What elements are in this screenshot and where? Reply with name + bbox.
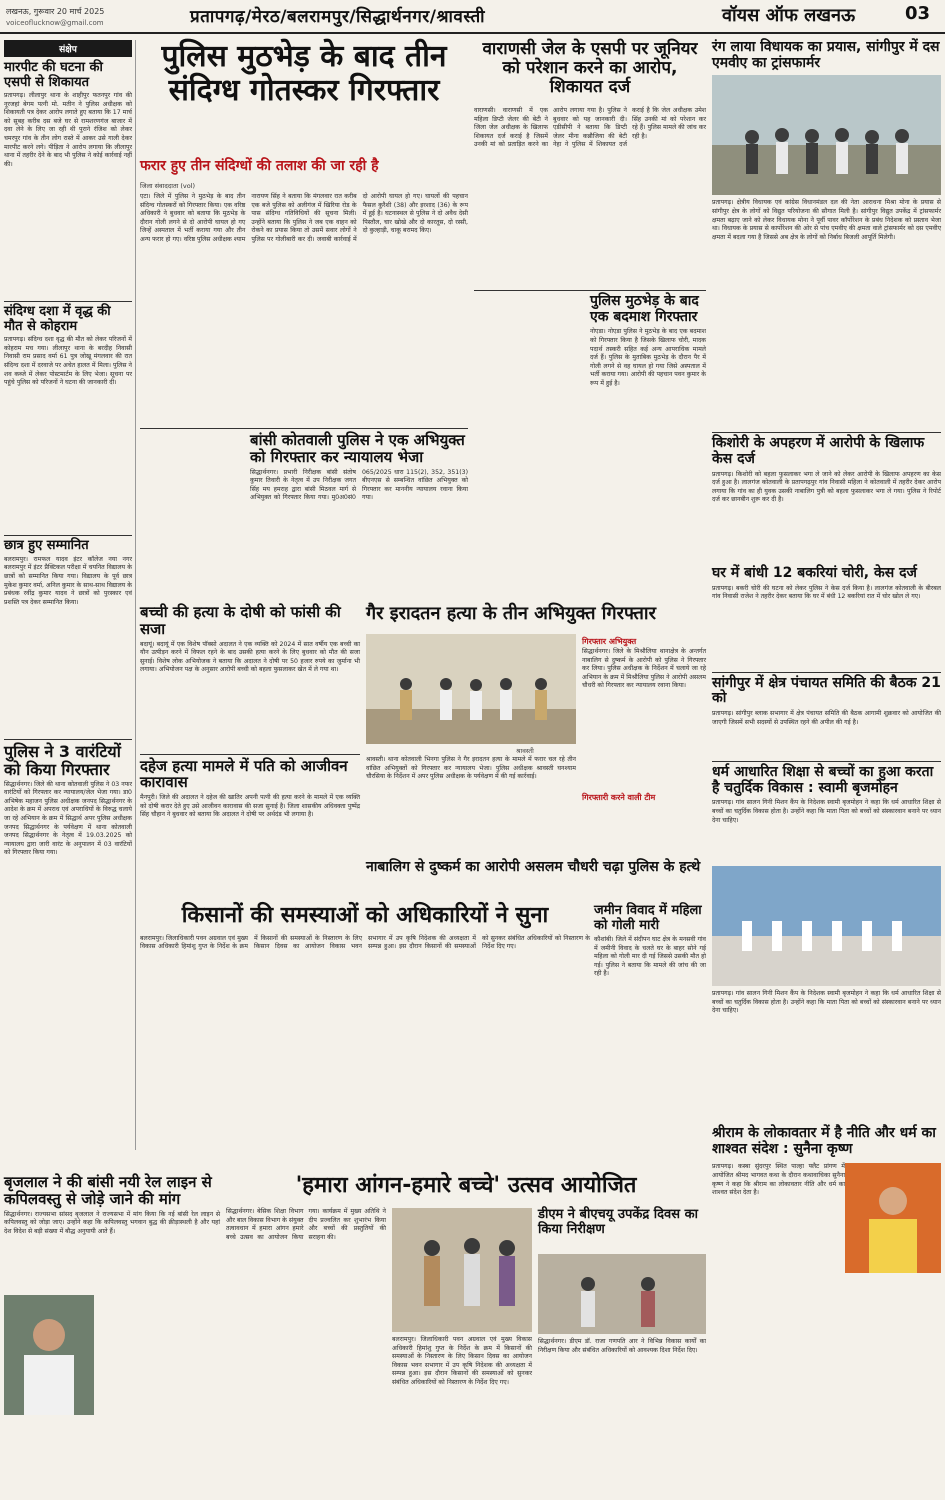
left-briefs-column (4, 40, 132, 1150)
vidhayak-body: प्रतापगढ़। क्षेत्रीय विधायक एवं कांग्रेस विधानमंडल दल की नेता आराधना मिश्रा मोना के प्रयास से सांगीपुर क्षेत्र के लोगों को विद्युत परियोजना की सौगात मिली है। सांगीपुर विद्युत उपकेंद्र में ट्रांसफार्मर क्षमता बढ़ाए जाने को लेकर विधायक मोना ने पूर्वी पावर कॉर्पोरेशन के प्रबंध निदेशक को प्रस्ताव भेजा था। विधायक के प्रयास से कार्पोरेशन की ओर से पांच एमवीए की क्षमता वाले ट्रांसफार्मर को दस एमवीए क्षमता में बदला गया है जिससे अब क्षेत्र के लोगों को निर्बाध बिजली आपूर्ति मिलेगी। (712, 199, 943, 241)
varanasi-headline: वाराणसी जेल के एसपी पर जूनियर को परेशान करने का आरोप, शिकायत दर्ज (482, 39, 698, 98)
bansi-body: सिद्धार्थनगर। प्रभारी निरीक्षक बांसी संतोष कुमार तिवारी के नेतृत्व में उप निरीक्षक जगत सिंह मय हमराह द्वारा बांसी मिठवल मार्ग से अभियुक्त को गिरफ्तार किया गया। मु0अ0सं0 065/2025 धारा 115(2), 352, 351(3) बीएनएस से सम्बन्धित वांछित अभियुक्त को गिरफ्तार कर माननीय न्यायालय रवाना किया गया। (250, 468, 470, 502)
divider (4, 535, 132, 536)
masthead (0, 0, 945, 34)
lead-body: एटा। जिले में पुलिस ने मुठभेड़ के बाद तीन संदिग्ध गोतस्करों को गिरफ्तार किया। एक वरिष्ठ अधिकारी ने बुधवार को बताया कि मुठभेड़ के दौरान गोली लगने से दो आरोपी घायल हो गए जिन्हें अस्पताल में भर्ती कराया गया और तीन अन्य फरार हो गए। वरिष्ठ पुलिस अधीक्षक श्याम नारायण सिंह ने बताया कि मंगलवार रात करीब एक बजे पुलिस को अलीगंज में खिरिया रोड के पास संदिग्ध गतिविधियों की सूचना मिली। उन्होंने बताया कि पुलिस ने जब एक वाहन को रोकने का प्रयास किया तो उसमें सवार लोगों ने पुलिस पर गोलीबारी कर दी। जवाबी कार्रवाई में दो आरोपी घायल हो गए। घायलों की पहचान फैसल कुरैशी (38) और इरशाद (36) के रूप में हुई है। घटनास्थल से पुलिस ने दो अवैध देसी पिस्तौल, चार खोखे और दो कारतूस, दो रस्सी, दो कुल्हाड़ी, चाकू बरामद किए। (140, 193, 470, 243)
gair-arrested-label: गिरफ्तार अभियुक्त (582, 637, 637, 646)
aangan-story (226, 1174, 706, 1496)
brijlal-headline: बृजलाल ने की बांसी नयी रेल लाइन से कपिलवस्तु से जोड़े जाने की मांग (4, 1173, 212, 1208)
speaker-portrait-image (4, 1295, 94, 1415)
zameen-body: कौशांबी। जिले में संदीपन घाट क्षेत्र के मनसवी गांव में जमीनी विवाद के चलते घर के बाहर सोने गई महिला को गोली मार दी गई जिससे उसकी मौत हो गई। पुलिस ने बताया कि मामले की जांच की जा रही है। (594, 936, 708, 978)
vidhayak-story (712, 40, 941, 560)
column-rule (135, 40, 136, 1150)
school-event-image (712, 866, 941, 986)
inspection-image (538, 1254, 706, 1334)
gair-body-right: सिद्धार्थनगर। जिले के मिश्रौलिया थानाक्षेत्र के अन्तर्गत नाबालिग से दुष्कर्म के आरोपी को पुलिस ने गिरफ्तार कर लिया। पुलिस अधीक्षक के निर्देशन में चलाये जा रहे अभियान के क्रम में मिश्रौलिया पुलिस ने आरोपी असलम चौधरी को गिरफ्तार कर न्यायालय रवाना किया। (582, 648, 708, 690)
panchayat-headline: सांगीपुर में क्षेत्र पंचायत समिति की बैठक 21 को (712, 674, 941, 707)
bachchi-body: बदायूं। बदायूं में एक विशेष पॉक्सो अदालत ने एक व्यक्ति को 2024 में सात वर्षीय एक बच्ची का यौन उत्पीड़न करने में विफल रहने के बाद उसकी हत्या करने के लिए बुधवार को मौत की सजा सुनाई। विशेष लोक अभियोजक ने बताया कि अदालत ने दोषी पर 50 हजार रुपये का जुर्माना भी लगाया। अभियोजन पक्ष के अनुसार आरोपी बच्ची को बहला फुसलाकर खेत में ले गया था। (140, 640, 362, 674)
theft-body: प्रतापगढ़। बकरी चोरी की घटना को लेकर पुलिस ने केस दर्ज किया है। लालगंज कोतवाली के बीरबल गांव निवासी राजेश ने तहरीर देकर बताया कि घर में बंधी 12 बकरियां रात में चोर खोल ले गए। (712, 584, 943, 601)
group-photo-image (712, 75, 941, 195)
gair-photo-caption: श्रावस्ती (516, 747, 534, 755)
gair-photo (366, 634, 576, 744)
divider (712, 672, 941, 673)
dahej-headline: दहेज हत्या मामले में पति को आजीवन कारावास (140, 756, 348, 792)
shriram-body: प्रतापगढ़। कस्बा सुंदरपुर स्थित पाल्हा फ्लैट प्रांगण में आयोजित श्रीमद भागवत कथा के दौरान कथावाचिका सुनैना कृष्ण ने कहा कि श्रीराम का लोकावतार नीति और धर्म का शाश्वत संदेश देता है। (712, 1163, 845, 1197)
brief-3-body: बलरामपुर। रामफल यादव इंटर कॉलेज नया नगर बलरामपुर में इंटर प्रैक्टिकल परीक्षा में चयनित विद्यालय के छात्रों को सम्मानित किया गया। विद्यालय के पूर्व छात्र मुकेश कुमार वर्मा, अनिल कुमार के साथ-साथ विद्यालय के प्रबंधक रवींद्र कुमार यादव ने छात्रों को पुरस्कार एवं प्रशस्ति पत्र देकर सम्मानित किया। (4, 555, 134, 606)
kathavachika-image (845, 1163, 941, 1273)
kishori-body: प्रतापगढ़। किशोरी को बहला फुसलाकर भगा ले जाने को लेकर आरोपी के खिलाफ अपहरण का केस दर्ज हुआ है। लालगंज कोतवाली के प्रतापगढ़पुर गांव निवासी महिला ने कोतवाली में तहरीर देकर आरोप लगाया कि गांव का ही युवक उसकी नाबालिग पुत्री को बहला फुसलाकर भगा ले गया। पुलिस ने रिपोर्ट दर्ज कर छानबीन शुरू कर दी है। (712, 470, 943, 504)
naabaalig-headline: नाबालिग से दुष्कर्म का आरोपी असलम चौधरी चढ़ा पुलिस के हत्थे (366, 859, 701, 875)
kishori-headline: किशोरी के अपहरण में आरोपी के खिलाफ केस दर्ज (712, 435, 925, 468)
vidhayak-headline: रंग लाया विधायक का प्रयास, सांगीपुर में दस एमवीए का ट्रांसफार्मर (712, 39, 940, 71)
brief-2-headline: संदिग्ध दशा में वृद्ध की मौत से कोहराम (4, 304, 111, 334)
mutbhed2-body: नोएडा। नोएडा पुलिस ने मुठभेड़ के बाद एक बदमाश को गिरफ्तार किया है जिसके खिलाफ चोरी, मादक पदार्थ तस्करी सहित कई अन्य आपराधिक मामले दर्ज हैं। पुलिस के मुताबिक मुठभेड़ के दौरान पैर में गोली लगने से वह घायल हो गया जिसे अस्पताल में भर्ती कराया गया। आरोपी की पहचान पवन कुमार के रूप में हुई है। (590, 328, 708, 387)
lead-byline: जिला संवाददाता (vol) (140, 182, 196, 190)
lead-subheadline: फरार हुए तीन संदिग्धों की तलाश की जा रही है (140, 158, 379, 174)
dm-body: सिद्धार्थनगर। डीएम डॉ. राजा गणपति आर ने विभिन्न विकास कार्यों का निरीक्षण किया और संबंधित अधिकारियों को आवश्यक दिशा निर्देश दिए। (538, 1338, 708, 1354)
newspaper-brand: वॉयस ऑफ लखनऊ (722, 5, 856, 26)
gair-story (366, 604, 706, 856)
lead-headline: पुलिस मुठभेड़ के बाद तीन संदिग्ध गोतस्कर गिरफ्तार (161, 39, 447, 108)
gair-team-label: गिरफ्तारी करने वाली टीम (582, 793, 656, 802)
brijlal-story (4, 1174, 220, 1496)
kisan-body: बलरामपुर। जिलाधिकारी पवन अग्रवाल एवं मुख्य विकास अधिकारी हिमांशु गुप्त के निर्देश के क्रम में किसानों की समस्याओं के निस्तारण के लिए किसान दिवस का आयोजन विकास भवन सभागार में उप कृषि निदेशक की अध्यक्षता में सम्पन्न हुआ। इस दौरान किसानों की समस्याओं को सुनकर संबंधित अधिकारियों को निस्तारण के निर्देश दिए गए। (140, 934, 592, 951)
shriram-photo (845, 1163, 941, 1273)
panchayat-body: प्रतापगढ़। सांगीपुर ब्लाक सभागार में क्षेत्र पंचायत समिति की बैठक आगामी शुक्रवार को आयोजित की जाएगी जिसमें सभी सदस्यों से उपस्थित रहने की अपील की गई है। (712, 710, 943, 726)
aangan-headline: 'हमारा आंगन-हमारे बच्चे' उत्सव आयोजित (295, 1173, 637, 1198)
divider (140, 428, 468, 429)
mutbhed2-headline: पुलिस मुठभेड़ के बाद एक बदमाश गिरफ्तार (590, 293, 699, 325)
shriram-story (712, 1126, 941, 1496)
shriram-headline: श्रीराम के लोकावतार में है नीति और धर्म का शाश्वत संदेश : सुनैना कृष्ण (712, 1125, 936, 1157)
aangan-photo (392, 1208, 532, 1332)
vidhayak-photo (712, 75, 941, 195)
divider (712, 432, 941, 433)
briefs-label: संक्षेप (4, 40, 132, 57)
dharm-headline: धर्म आधारित शिक्षा से बच्चों का हुआ करता है चतुर्दिक विकास : स्वामी बृजमोहन (712, 764, 934, 796)
lamp-lighting-image (392, 1208, 532, 1332)
page-number: 03 (905, 3, 931, 24)
bansi-headline: बांसी कोतवाली पुलिस ने एक अभियुक्त को गिरफ्तार कर न्यायालय भेजा (250, 431, 465, 466)
varanasi-story (474, 40, 706, 600)
gair-body: श्रावस्ती। थाना कोतवाली भिनगा पुलिस ने गैर इरादतन हत्या के मामले में फरार चल रहे तीन वांछित अभियुक्तों को गिरफ्तार कर न्यायालय भेजा। पुलिस अधीक्षक श्रावस्ती घनश्याम चौरसिया के निर्देशन में अपर पुलिस अधीक्षक के पर्यवेक्षण में की गई कार्रवाई। (366, 756, 578, 781)
brijlal-body: सिद्धार्थनगर। राज्यसभा सांसद बृजलाल ने राज्यसभा में मांग किया कि नई बांसी रेल लाइन से कपिलवस्तु को जोड़ा जाए। उन्होंने कहा कि कपिलवस्तु भगवान बुद्ध की क्रीड़ास्थली है और यहां देश विदेश से बड़ी संख्या में बौद्ध अनुयायी आते हैं। (4, 1210, 222, 1235)
issue-date: लखनऊ, गुरूवार 20 मार्च 2025 (6, 7, 105, 16)
brief-1-headline: मारपीट की घटना की एसपी से शिकायत (4, 60, 103, 90)
school-event-photo (712, 866, 941, 986)
aangan-body-continued: बलरामपुर। जिलाधिकारी पवन अग्रवाल एवं मुख्य विकास अधिकारी हिमांशु गुप्त के निर्देश के क्रम में किसानों की समस्याओं के निस्तारण के लिए किसान दिवस का आयोजन विकास भवन सभागार में उप कृषि निदेशक की अध्यक्षता में सम्पन्न हुआ। इस दौरान किसानों की समस्याओं को सुनकर संबंधित अधिकारियों को निस्तारण के निर्देश दिए गए। (392, 1336, 534, 1386)
dm-photo (538, 1254, 706, 1334)
kisan-story (140, 904, 590, 1168)
police-arrest-image (366, 634, 576, 744)
brief-2-body: प्रतापगढ़। संदिग्ध दशा वृद्ध की मौत को लेकर परिजनों में कोहराम मच गया। लीलापुर थाना के बरदीह निवासी निवासी राम प्रसाद वर्मा 61 पुत्र जोखू मंगलवार की रात संदिग्ध दशा में दरवाजे पर अचेत हालत में मिला। पुलिस ने शव कब्जे में लेकर पोस्टमार्टम के लिए भेजा। सूचना पर पहुंचे पुलिस को परिजनों ने घटना की जानकारी दी। (4, 336, 134, 387)
divider (4, 739, 132, 740)
divider (474, 290, 706, 291)
brief-4-body: सिद्धार्थनगर। जिले की थाना कोतवाली पुलिस ने 03 नफर वारंटियों को गिरफ्तार कर न्यायालय/जेल भेजा गया। डा0 अभिषेक महाजन पुलिस अधीक्षक जनपद सिद्धार्थनगर के आदेश के क्रम में अपराध एवं अपराधियों के विरुद्ध चलाये जा रहे अभियान के क्रम में सिद्धार्थ अपर पुलिस अधीक्षक जनपद सिद्धार्थनगर के पर्यवेक्षण में थाना कोतवाली जनपद सिद्धार्थनगर के नेतृत्व में 19.03.2025 को न्यायालय द्वारा जारी वारंट के अनुपालन में 03 वारंटियों को गिरफ्तार किया गया। (4, 780, 134, 857)
divider (712, 761, 941, 762)
divider (140, 754, 360, 755)
aangan-body: सिद्धार्थनगर। बेसिक शिक्षा विभाग और बाल विकास विभाग के संयुक्त तत्वावधान में हमारा आंगन हमारे बच्चे उत्सव का आयोजन किया गया। कार्यक्रम में मुख्य अतिथि ने दीप प्रज्वलित कर शुभारंभ किया और बच्चों की प्रस्तुतियों की सराहना की। (226, 1208, 388, 1241)
theft-headline: घर में बांधी 12 बकरियां चोरी, केस दर्ज (712, 565, 917, 581)
dahej-body: मैनपुरी। जिले की अदालत ने दहेज की खातिर अपनी पत्नी की हत्या करने के मामले में एक व्यक्ति को दोषी करार देते हुए उसे आजीवन कारावास की सजा सुनाई है। जिला शासकीय अधिवक्ता पुष्पेंद्र सिंह चौहान ने बुधवार को बताया कि अदालत ने दोषी पर अर्थदंड भी लगाया है। (140, 794, 362, 819)
varanasi-body: वाराणसी। वाराणसी में एक महिला डिप्टी जेलर की बेटी ने जिला जेल अधीक्षक के खिलाफ शिकायत दर्ज कराई है जिसमें उनकी मां को प्रताड़ित करने का आरोप लगाया गया है। पुलिस ने बुधवार को यह जानकारी दी। एडीसीपी ने बताया कि डिप्टी जेलर मीना कन्नौजिया की बेटी नेहा ने पुलिस में शिकायत दर्ज कराई है कि जेल अधीक्षक उमेश सिंह उनकी मां को परेशान कर रहे हैं। पुलिस मामले की जांच कर रही है। (474, 107, 708, 149)
school-event-body: प्रतापगढ़। गांव सालन गिनी मिशन कैंप के निदेशक स्वामी बृजमोहन ने कहा कि धर्म आधारित शिक्षा से बच्चों का चतुर्दिक विकास होता है। उन्होंने कहा कि माता पिता को बच्चों को संस्कारवान बनाने पर ध्यान देना चाहिए। (712, 990, 943, 1015)
divider (4, 301, 132, 302)
gair-headline: गैर इरादतन हत्या के तीन अभियुक्त गिरफ्तार (366, 603, 656, 624)
zameen-story (594, 904, 706, 1168)
naabaalig-story (366, 860, 706, 900)
brief-4-headline: पुलिस ने 3 वारंटियों को किया गिरफ्तार (4, 741, 121, 779)
dharm-body: प्रतापगढ़। गांव सालन गिनी मिशन कैंप के निदेशक स्वामी बृजमोहन ने कहा कि धर्म आधारित शिक्षा से बच्चों का चतुर्दिक विकास होता है। उन्होंने कहा कि माता पिता को बच्चों को संस्कारवान बनाने पर ध्यान देना चाहिए। (712, 799, 943, 824)
bachchi-headline: बच्ची की हत्या के दोषी को फांसी की सजा (140, 603, 341, 638)
zameen-headline: जमीन विवाद में महिला को गोली मारी (594, 903, 702, 933)
brief-1-body: प्रतापगढ़। लीलापुर थाना के शाहीपुर फतनपुर गांव की नूरजहां बेगम पत्नी मो. मतीन ने पुलिस अधीक्षक को शिकायती पत्र देकर आरोप लगाते हुए बताया कि 17 मार्च को सुबह करीब दस बजे घर से रामशरणगंज बाजार में दवा लेने के लिए जा रही थी पुराने रंजिश को लेकर चमरपुर गांव के तीन लोग रास्ते में आकर उसे गाली देकर मारपीट करने लगे। पीड़िता ने आरोप लगाया कि लीलापुर थाना में तहरीर देने के बाद भी पुलिस ने कोई कार्रवाई नहीं की। (4, 92, 134, 168)
lead-story (140, 40, 468, 600)
brief-3-headline: छात्र हुए सम्मानित (4, 538, 89, 554)
kisan-headline: किसानों की समस्याओं को अधिकारियों ने सुना (181, 903, 549, 928)
dm-headline: डीएम ने बीएचयू उपकेंद्र दिवस का किया निरीक्षण (538, 1207, 698, 1237)
edition-cities: प्रतापगढ़/मेरठ/बलरामपुर/सिद्धार्थनगर/श्रावस्ती (190, 7, 486, 27)
right-middle-column (712, 566, 941, 862)
bachchi-story (140, 604, 360, 856)
brijlal-photo (4, 1295, 94, 1415)
contact-email: voiceoflucknow@gmail.com (6, 19, 104, 27)
